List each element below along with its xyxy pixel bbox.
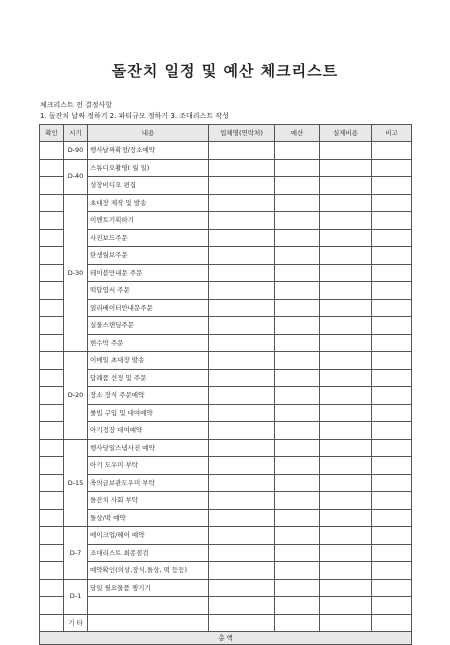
budget-cell[interactable]	[275, 404, 320, 422]
actual-cost-cell[interactable]	[320, 614, 372, 632]
check-cell[interactable]	[40, 457, 64, 475]
check-cell[interactable]	[40, 579, 64, 597]
budget-cell[interactable]	[275, 527, 320, 545]
total-label: 총 액	[40, 632, 412, 645]
header-row	[40, 125, 412, 142]
actual-cost-cell[interactable]	[320, 509, 372, 527]
task-cell: 떡답엽서 주문	[88, 282, 209, 300]
notes-cell[interactable]	[372, 299, 412, 317]
notes-cell[interactable]	[372, 439, 412, 457]
table-row	[40, 404, 412, 422]
vendor-cell[interactable]	[209, 247, 275, 265]
subtitle: 체크리스트 전 결정사항	[40, 101, 113, 109]
table-row	[40, 562, 412, 580]
task-cell: 아기 도우미 부탁	[88, 457, 209, 475]
budget-cell[interactable]	[275, 264, 320, 282]
vendor-cell[interactable]	[209, 614, 275, 632]
budget-cell[interactable]	[275, 194, 320, 212]
table-row	[40, 457, 412, 475]
actual-cost-cell[interactable]	[320, 142, 372, 160]
timing-cell: 기 타	[64, 614, 88, 632]
check-cell[interactable]	[40, 229, 64, 247]
task-cell: 현수막 주문	[88, 334, 209, 352]
actual-cost-cell[interactable]	[320, 334, 372, 352]
vendor-cell[interactable]	[209, 404, 275, 422]
actual-cost-cell[interactable]	[320, 299, 372, 317]
table-row	[40, 142, 412, 160]
check-cell[interactable]	[40, 334, 64, 352]
task-cell: 당일 필요물품 챙기기	[88, 579, 209, 597]
table-row	[40, 527, 412, 545]
table-row	[40, 579, 412, 597]
budget-cell[interactable]	[275, 492, 320, 510]
notes-cell[interactable]	[372, 282, 412, 300]
budget-cell[interactable]	[275, 212, 320, 230]
vendor-cell[interactable]	[209, 229, 275, 247]
notes-cell[interactable]	[372, 422, 412, 440]
actual-cost-cell[interactable]	[320, 527, 372, 545]
task-cell: 예약확인(의상,장식,돌상, 떡 등등)	[88, 562, 209, 580]
table-row	[40, 317, 412, 335]
table-row	[40, 544, 412, 562]
check-cell[interactable]	[40, 562, 64, 580]
task-cell: 실물스탠딩주문	[88, 317, 209, 335]
header-actual-cost: 실제비용	[320, 125, 372, 142]
actual-cost-cell[interactable]	[320, 544, 372, 562]
check-cell[interactable]	[40, 247, 64, 265]
vendor-cell[interactable]	[209, 264, 275, 282]
notes-cell[interactable]	[372, 404, 412, 422]
notes-cell[interactable]	[372, 457, 412, 475]
notes-cell[interactable]	[372, 369, 412, 387]
budget-cell[interactable]	[275, 229, 320, 247]
checklist-table	[39, 124, 412, 645]
task-cell: 이벤트기획하기	[88, 212, 209, 230]
budget-cell[interactable]	[275, 597, 320, 615]
vendor-cell[interactable]	[209, 352, 275, 370]
notes-cell[interactable]	[372, 142, 412, 160]
check-cell[interactable]	[40, 439, 64, 457]
budget-cell[interactable]	[275, 334, 320, 352]
table-row	[40, 194, 412, 212]
task-cell: 아기정장 대여예약	[88, 422, 209, 440]
vendor-cell[interactable]	[209, 492, 275, 510]
table-row	[40, 299, 412, 317]
check-cell[interactable]	[40, 509, 64, 527]
actual-cost-cell[interactable]	[320, 387, 372, 405]
check-cell[interactable]	[40, 527, 64, 545]
notes-cell[interactable]	[372, 527, 412, 545]
notes-cell[interactable]	[372, 212, 412, 230]
task-cell: 열리베이터안내문주문	[88, 299, 209, 317]
vendor-cell[interactable]	[209, 212, 275, 230]
notes-cell[interactable]	[372, 317, 412, 335]
notes-cell[interactable]	[372, 334, 412, 352]
timing-cell: D-1	[64, 579, 88, 614]
check-cell[interactable]	[40, 597, 64, 615]
budget-cell[interactable]	[275, 247, 320, 265]
vendor-cell[interactable]	[209, 422, 275, 440]
budget-cell[interactable]	[275, 317, 320, 335]
vendor-cell[interactable]	[209, 387, 275, 405]
header-check: 확인	[40, 125, 64, 142]
table-row	[40, 492, 412, 510]
table-row	[40, 282, 412, 300]
table-row	[40, 177, 412, 195]
notes-cell[interactable]	[372, 474, 412, 492]
vendor-cell[interactable]	[209, 177, 275, 195]
actual-cost-cell[interactable]	[320, 404, 372, 422]
budget-cell[interactable]	[275, 544, 320, 562]
actual-cost-cell[interactable]	[320, 457, 372, 475]
actual-cost-cell[interactable]	[320, 422, 372, 440]
timing-cell: D-30	[64, 194, 88, 352]
table-row	[40, 352, 412, 370]
notes-cell[interactable]	[372, 387, 412, 405]
timing-cell: D-90	[64, 142, 88, 160]
table-row	[40, 264, 412, 282]
task-cell: 성장비디오 편집	[88, 177, 209, 195]
check-cell[interactable]	[40, 317, 64, 335]
table-row	[40, 229, 412, 247]
table-row	[40, 159, 412, 177]
check-cell[interactable]	[40, 369, 64, 387]
task-cell: 행사날짜확정/장소예약	[88, 142, 209, 160]
actual-cost-cell[interactable]	[320, 194, 372, 212]
table-row	[40, 247, 412, 265]
task-cell: 행사당일스냅사진 예약	[88, 439, 209, 457]
actual-cost-cell[interactable]	[320, 247, 372, 265]
actual-cost-cell[interactable]	[320, 159, 372, 177]
check-cell[interactable]	[40, 422, 64, 440]
task-cell: 사진보드주문	[88, 229, 209, 247]
task-cell	[88, 614, 209, 632]
vendor-cell[interactable]	[209, 282, 275, 300]
notes-cell[interactable]	[372, 597, 412, 615]
header-content: 내용	[88, 125, 209, 142]
budget-cell[interactable]	[275, 369, 320, 387]
task-cell: 답례품 선정 및 주문	[88, 369, 209, 387]
table-row	[40, 614, 412, 632]
budget-cell[interactable]	[275, 614, 320, 632]
vendor-cell[interactable]	[209, 317, 275, 335]
task-cell: 돌상/떡 예약	[88, 509, 209, 527]
notes-cell[interactable]	[372, 247, 412, 265]
table-row	[40, 509, 412, 527]
check-cell[interactable]	[40, 177, 64, 195]
budget-cell[interactable]	[275, 509, 320, 527]
vendor-cell[interactable]	[209, 369, 275, 387]
table-row	[40, 212, 412, 230]
actual-cost-cell[interactable]	[320, 212, 372, 230]
vendor-cell[interactable]	[209, 527, 275, 545]
notes-cell[interactable]	[372, 509, 412, 527]
task-cell: 장소 장식 주문예약	[88, 387, 209, 405]
vendor-cell[interactable]	[209, 579, 275, 597]
vendor-cell[interactable]	[209, 474, 275, 492]
check-cell[interactable]	[40, 387, 64, 405]
total-row	[40, 632, 412, 645]
budget-cell[interactable]	[275, 439, 320, 457]
budget-cell[interactable]	[275, 352, 320, 370]
budget-cell[interactable]	[275, 387, 320, 405]
notes-cell[interactable]	[372, 492, 412, 510]
vendor-cell[interactable]	[209, 299, 275, 317]
vendor-cell[interactable]	[209, 194, 275, 212]
vendor-cell[interactable]	[209, 597, 275, 615]
page-title: 돌잔치 일정 및 예산 체크리스트	[111, 62, 339, 80]
actual-cost-cell[interactable]	[320, 369, 372, 387]
task-cell: 조대리스트 최종점검	[88, 544, 209, 562]
task-cell: 이메일 초대장 발송	[88, 352, 209, 370]
table-row	[40, 387, 412, 405]
task-cell	[88, 597, 209, 615]
actual-cost-cell[interactable]	[320, 317, 372, 335]
header-budget: 예산	[275, 125, 320, 142]
actual-cost-cell[interactable]	[320, 597, 372, 615]
task-cell: 룰빕 구입 및 대여예약	[88, 404, 209, 422]
notes-cell[interactable]	[372, 229, 412, 247]
actual-cost-cell[interactable]	[320, 229, 372, 247]
budget-cell[interactable]	[275, 422, 320, 440]
notes-cell[interactable]	[372, 159, 412, 177]
notes-cell[interactable]	[372, 562, 412, 580]
task-cell: 돌잔치 사회 부탁	[88, 492, 209, 510]
budget-cell[interactable]	[275, 299, 320, 317]
task-cell: 메이크업/헤어 예약	[88, 527, 209, 545]
actual-cost-cell[interactable]	[320, 562, 372, 580]
notes-cell[interactable]	[372, 177, 412, 195]
task-cell: 테이블만내문 주문	[88, 264, 209, 282]
vendor-cell[interactable]	[209, 509, 275, 527]
notes-cell[interactable]	[372, 264, 412, 282]
table-row	[40, 422, 412, 440]
vendor-cell[interactable]	[209, 334, 275, 352]
check-cell[interactable]	[40, 352, 64, 370]
budget-cell[interactable]	[275, 474, 320, 492]
table-row	[40, 334, 412, 352]
notes-cell[interactable]	[372, 352, 412, 370]
notes-cell[interactable]	[372, 579, 412, 597]
table-row	[40, 439, 412, 457]
actual-cost-cell[interactable]	[320, 579, 372, 597]
timing-cell: D-20	[64, 352, 88, 440]
actual-cost-cell[interactable]	[320, 264, 372, 282]
check-cell[interactable]	[40, 159, 64, 177]
budget-cell[interactable]	[275, 142, 320, 160]
notes-cell[interactable]	[372, 194, 412, 212]
vendor-cell[interactable]	[209, 457, 275, 475]
task-cell: 축의금보관도우미 부탁	[88, 474, 209, 492]
header-notes: 비고	[372, 125, 412, 142]
header-vendor: 업체명(연락처)	[209, 125, 275, 142]
check-cell[interactable]	[40, 264, 64, 282]
actual-cost-cell[interactable]	[320, 492, 372, 510]
actual-cost-cell[interactable]	[320, 352, 372, 370]
table-row	[40, 369, 412, 387]
vendor-cell[interactable]	[209, 159, 275, 177]
budget-cell[interactable]	[275, 159, 320, 177]
budget-cell[interactable]	[275, 579, 320, 597]
check-cell[interactable]	[40, 282, 64, 300]
check-cell[interactable]	[40, 212, 64, 230]
timing-cell: D-40	[64, 159, 88, 194]
budget-cell[interactable]	[275, 282, 320, 300]
check-cell[interactable]	[40, 492, 64, 510]
task-cell: 스튜디오촬영( 월 일)	[88, 159, 209, 177]
check-cell[interactable]	[40, 614, 64, 632]
header-timing: 시기	[64, 125, 88, 142]
vendor-cell[interactable]	[209, 562, 275, 580]
actual-cost-cell[interactable]	[320, 282, 372, 300]
budget-cell[interactable]	[275, 177, 320, 195]
timing-cell: D-7	[64, 527, 88, 580]
check-cell[interactable]	[40, 544, 64, 562]
vendor-cell[interactable]	[209, 142, 275, 160]
decision-steps: 1. 돌잔치 날짜 정하기 2. 파티규모 정하기 3. 조대리스트 작성	[40, 112, 229, 120]
check-cell[interactable]	[40, 474, 64, 492]
table-row	[40, 474, 412, 492]
budget-cell[interactable]	[275, 562, 320, 580]
check-cell[interactable]	[40, 404, 64, 422]
checklist-body	[40, 142, 412, 645]
actual-cost-cell[interactable]	[320, 177, 372, 195]
notes-cell[interactable]	[372, 544, 412, 562]
timing-cell: D-15	[64, 439, 88, 527]
task-cell: 탄생월보주문	[88, 247, 209, 265]
table-row	[40, 597, 412, 615]
vendor-cell[interactable]	[209, 544, 275, 562]
task-cell: 초대장 제작 및 발송	[88, 194, 209, 212]
vendor-cell[interactable]	[209, 439, 275, 457]
budget-cell[interactable]	[275, 457, 320, 475]
actual-cost-cell[interactable]	[320, 474, 372, 492]
check-cell[interactable]	[40, 142, 64, 160]
check-cell[interactable]	[40, 299, 64, 317]
check-cell[interactable]	[40, 194, 64, 212]
actual-cost-cell[interactable]	[320, 439, 372, 457]
notes-cell[interactable]	[372, 614, 412, 632]
